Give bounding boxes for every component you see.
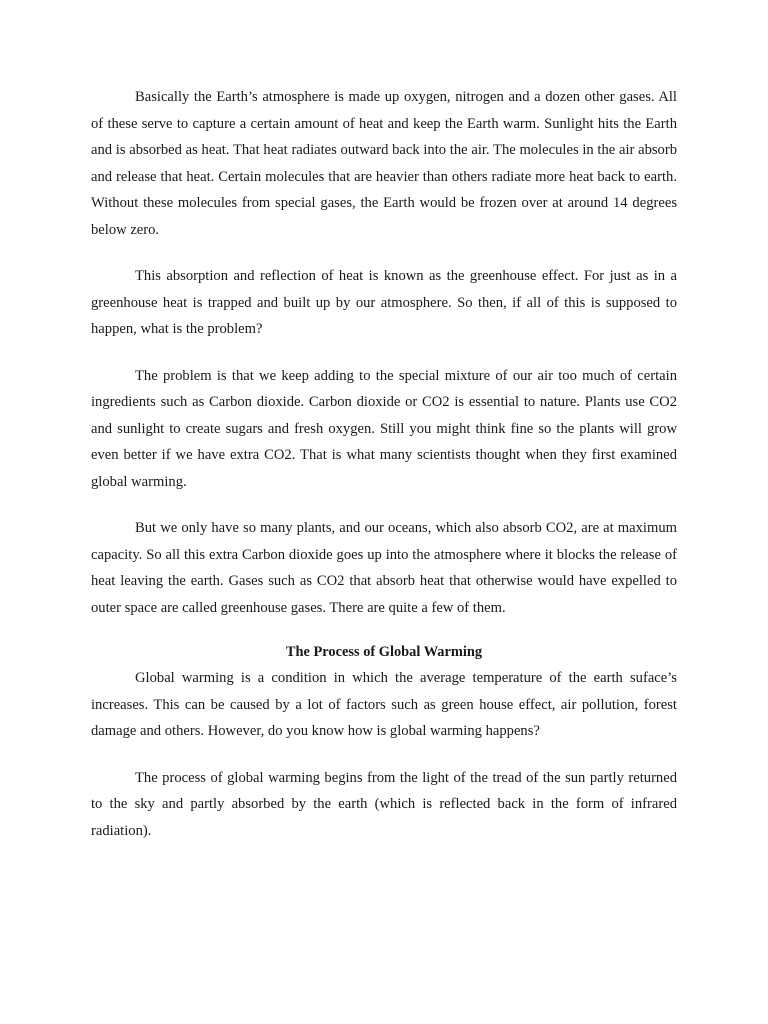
paragraph-atmosphere: Basically the Earth’s atmosphere is made up oxygen, nitrogen and a dozen other gases. All of these serve to capture a certain amount of heat and keep the Earth warm. Sunlight hits the Earth and is absorbed as heat. That heat radiates outward back into the air. The molecules in the air absorb and release that heat. Certain molecules that are heavier than others radiate more heat back to earth. Without these molecules from special gases, the Earth would be frozen over at around 14 degrees below zero.: [91, 89, 677, 238]
paragraph-carbon-dioxide: The problem is that we keep adding to the special mixture of our air too much of certain ingredients such as Carbon dioxide. Carbon dioxide or CO2 is essential to nature. Plants use CO2 and sunlight to create sugars and fresh oxygen. Still you might think fine so the plants will grow even better if we have extra CO2. That is what many scientists thought when they first examined global warming.: [91, 367, 677, 490]
section-heading: The Process of Global Warming: [285, 644, 483, 660]
paragraph-greenhouse-gases: But we only have so many plants, and our oceans, which also absorb CO2, are at maximum capacity. So all this extra Carbon dioxide goes up into the atmosphere where it blocks the release of heat leaving the earth. Gases such as CO2 that absorb heat that otherwise would have expelled to outer space are called greenhouse gases. There are quite a few of them.: [91, 520, 677, 616]
paragraph-global-warming-process: The process of global warming begins from the light of the tread of the sun partly returned to the sky and partly absorbed by the earth (which is reflected back in the form of infrared radiation).: [91, 769, 677, 839]
paragraph-global-warming-definition: Global warming is a condition in which the average temperature of the earth suface’s increases. This can be caused by a lot of factors such as green house effect, air pollution, forest damage and others. However, do you know how is global warming happens?: [91, 670, 677, 739]
document-page: [91, 84, 677, 864]
paragraph-greenhouse-effect: This absorption and reflection of heat is known as the greenhouse effect. For just as in a greenhouse heat is trapped and built up by our atmosphere. So then, if all of this is supposed to happen, what is the problem?: [91, 268, 677, 337]
